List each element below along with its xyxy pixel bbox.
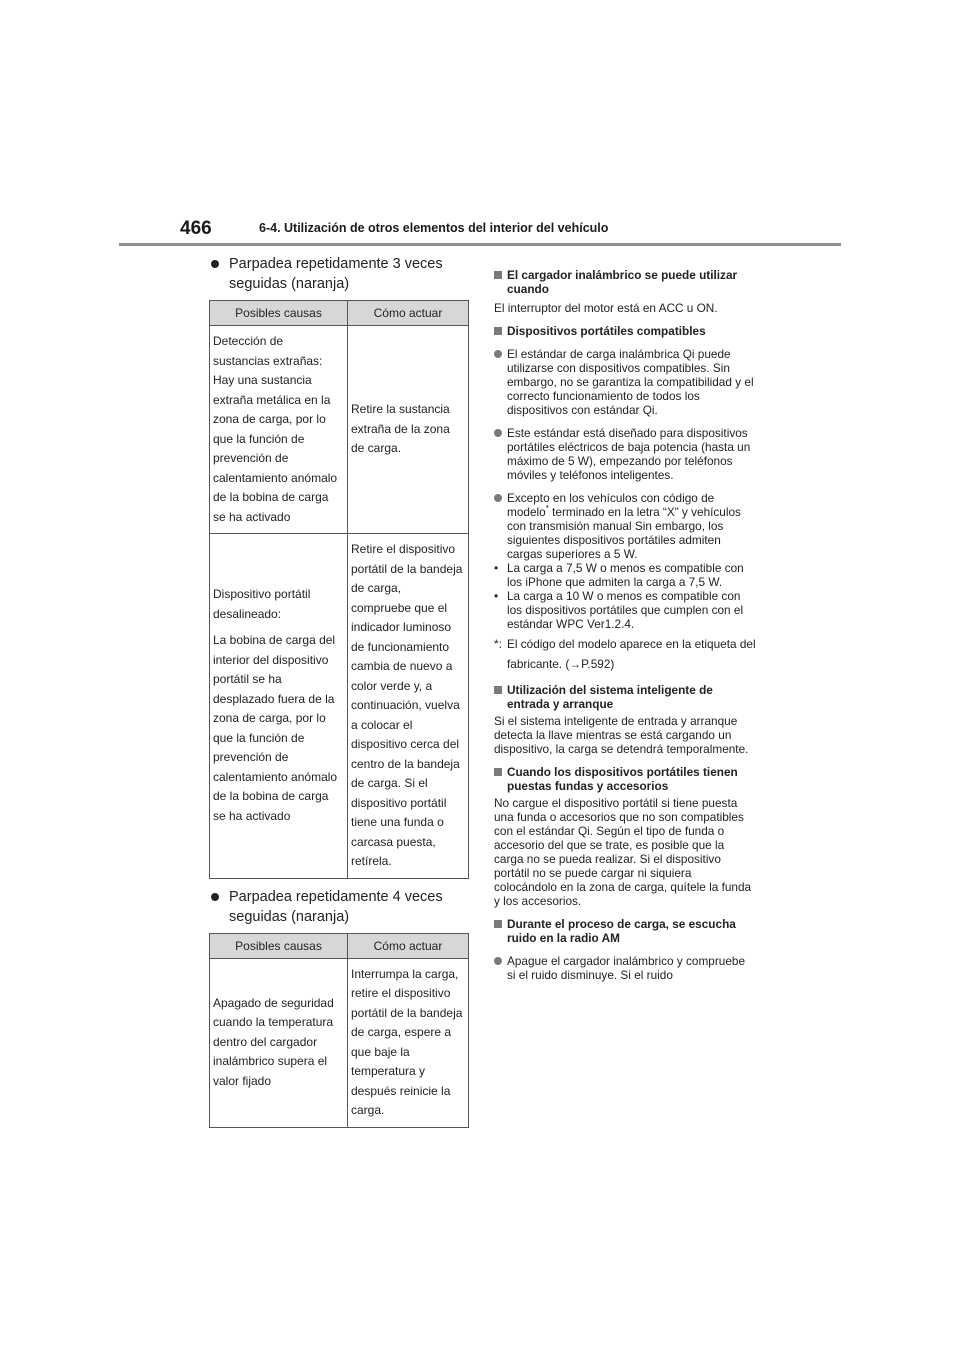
heading-compatible-devices: Dispositivos portátiles compatibles [494, 324, 756, 338]
bullet-turn-off-charger: Apague el cargador inalámbrico y compruebe si el ruido disminuye. Si el ruido [494, 954, 756, 982]
paragraph-cases-accessories: No cargue el dispositivo portátil si tiene puesta una funda o accesorios que no son compatibles con el estándar Qi. Según el tipo de funda o accesorio del que se trate, es posible que la carga no se pueda realizar. Si el dispositivo portátil no se puede cargar ni siquiera colocándolo en la zona de carga, quítele la funda y los accesorios. [494, 796, 752, 908]
header-causes: Posibles causas [210, 933, 348, 958]
action-cell: Retire la sustancia extraña de la zona de carga. [348, 326, 469, 534]
square-bullet-icon [494, 920, 502, 928]
section-title: 6-4. Utilización de otros elementos del interior del vehículo [259, 221, 609, 235]
heading-wireless-charger-usable: El cargador inalámbrico se puede utilizar cuando [494, 268, 756, 296]
square-bullet-icon [494, 768, 502, 776]
circle-bullet-icon [494, 429, 502, 437]
table-row [210, 958, 469, 1127]
cause-cell: Apagado de seguridad cuando la temperatura dentro del cargador inalámbrico supera el valor fijado [210, 958, 348, 1127]
circle-bullet-icon [494, 350, 502, 358]
bullet-heading-4-blinks: Parpadea repetidamente 4 veces seguidas (naranja) [209, 887, 469, 927]
bullet-heading-3-blinks: Parpadea repetidamente 3 veces seguidas (naranja) [209, 254, 469, 294]
header-actions: Cómo actuar [348, 301, 469, 326]
list-item-7-5w: • La carga a 7,5 W o menos es compatible con los iPhone que admiten la carga a 7,5 W. [494, 561, 744, 589]
heading-cases-accessories: Cuando los dispositivos portátiles tienen puestas fundas y accesorios [494, 765, 756, 793]
table-4-blinks [209, 933, 469, 1128]
heading-smart-entry: Utilización del sistema inteligente de entrada y arranque [494, 683, 756, 711]
cause-cell: Detección de sustancias extrañas: Hay una sustancia extraña metálica en la zona de carga, por lo que la función de prevención de calentamiento anómalo de la bobina de carga se ha activado [210, 326, 348, 534]
bullet-low-power: Este estándar está diseñado para dispositivos portátiles eléctricos de baja potencia (hasta un máximo de 5 W), empezando por teléfonos móviles y teléfonos inteligentes. [494, 426, 756, 482]
header-causes: Posibles causas [210, 301, 348, 326]
circle-bullet-icon [494, 494, 502, 502]
bullet-icon [211, 893, 219, 901]
square-bullet-icon [494, 686, 502, 694]
table-3-blinks [209, 300, 469, 879]
table-header-row [210, 301, 469, 326]
paragraph-smart-entry: Si el sistema inteligente de entrada y arranque detecta la llave mientras se está cargando un dispositivo, la carga se detendrá temporalmente. [494, 714, 749, 756]
table-row [210, 326, 469, 534]
square-bullet-icon [494, 271, 502, 279]
header-divider [119, 243, 841, 246]
footnote-ref: * [545, 504, 549, 514]
table-header-row [210, 933, 469, 958]
cause-cell: Dispositivo portátil desalineado: La bobina de carga del interior del dispositivo portátil se ha desplazado fuera de la zona de carga, por lo que la función de prevención de calentamiento anómalo de la bobina de carga se ha activado [210, 534, 348, 879]
paragraph-engine-switch: El interruptor del motor está en ACC u ON. [494, 301, 718, 315]
action-cell: Retire el dispositivo portátil de la bandeja de carga, compruebe que el indicador luminoso de funcionamiento cambia de nuevo a color verde y, a continuación, vuelva a colocar el dispositivo cerca del centro de la bandeja de carga. Si el dispositivo portátil tiene una funda o carcasa puesta, retírela. [348, 534, 469, 879]
list-item-10w: • La carga a 10 W o menos es compatible con los dispositivos portátiles que cumplen con el estándar WPC Ver1.2.4. [494, 589, 744, 631]
table-row [210, 534, 469, 879]
left-column [209, 254, 469, 1128]
page-number: 466 [180, 218, 212, 239]
square-bullet-icon [494, 327, 502, 335]
bullet-icon [211, 260, 219, 268]
footnote: *: El código del modelo aparece en la etiqueta del fabricante. (→P.592) [494, 637, 756, 671]
action-cell: Interrumpa la carga, retire el dispositivo portátil de la bandeja de carga, espere a que baje la temperatura y después reinicie la carga. [348, 958, 469, 1127]
circle-bullet-icon [494, 957, 502, 965]
heading-am-radio-noise: Durante el proceso de carga, se escucha ruido en la radio AM [494, 917, 756, 945]
header-actions: Cómo actuar [348, 933, 469, 958]
right-column [494, 268, 756, 982]
bullet-exceptions: Excepto en los vehículos con código de modelo* terminado en la letra “X” y vehículos con transmisión manual Sin embargo, los siguientes dispositivos portátiles admiten cargas superiores a 5 W. [494, 491, 756, 561]
bullet-qi-standard: El estándar de carga inalámbrica Qi puede utilizarse con dispositivos compatibles. Sin embargo, no se garantiza la compatibilidad y el correcto funcionamiento de todos los dispositivos con estándar Qi. [494, 347, 756, 417]
